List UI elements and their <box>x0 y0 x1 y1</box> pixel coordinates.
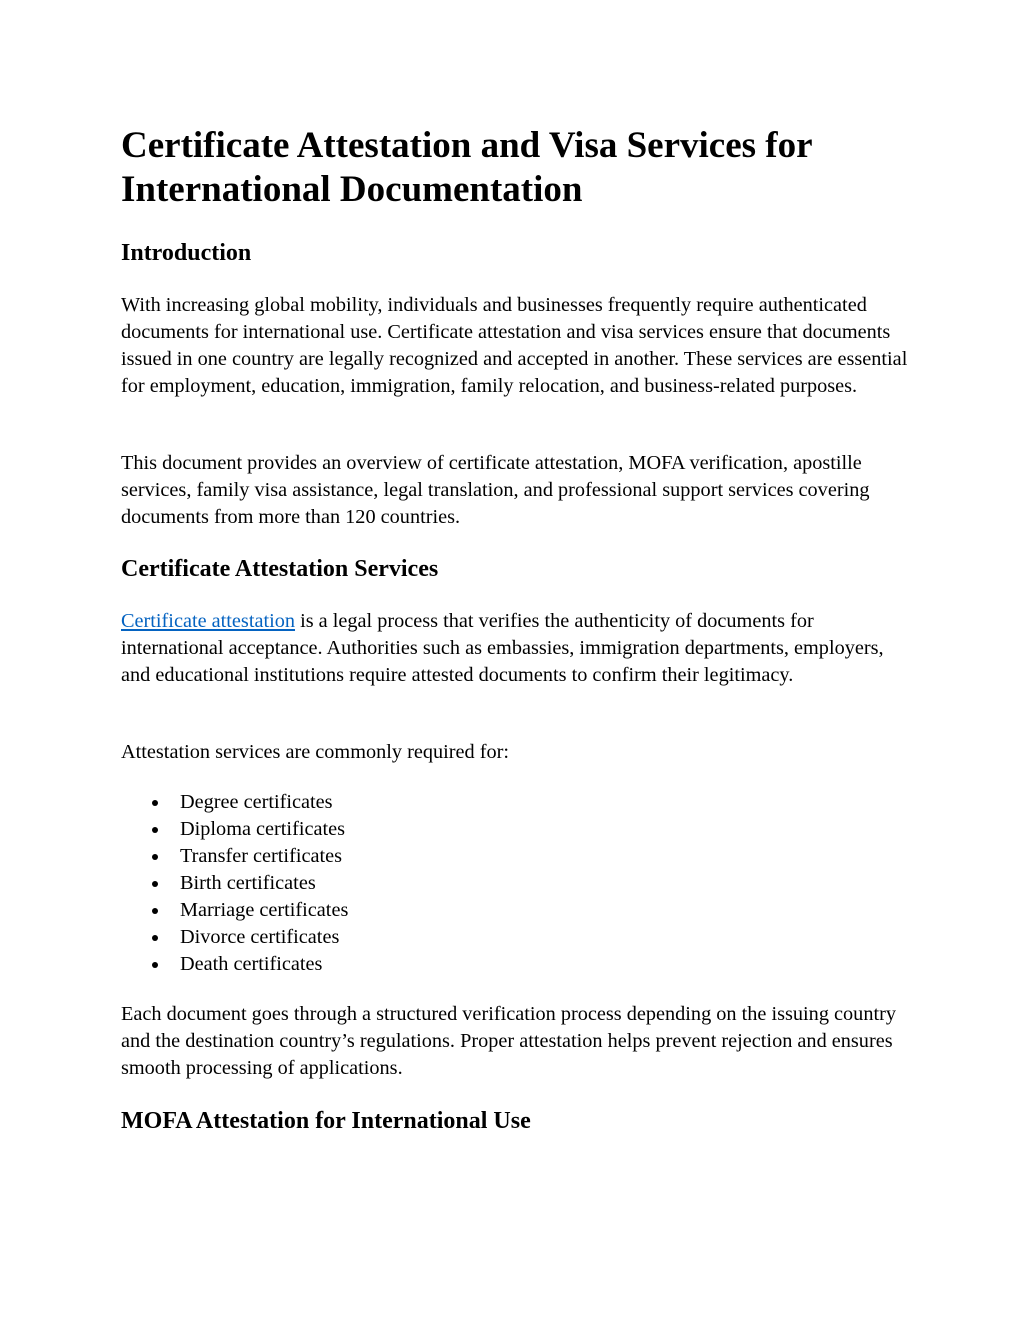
bullet-icon <box>152 881 158 887</box>
certificate-attestation-link[interactable]: Certificate attestation <box>121 610 296 632</box>
list-item: Birth certificates <box>121 870 911 897</box>
list-item: Degree certificates <box>121 789 911 816</box>
list-item: Marriage certificates <box>121 897 911 924</box>
attestation-paragraph-1 <box>121 608 911 689</box>
attestation-paragraph-1-text: is a legal process that verifies the authenticity of documents for international acceptance. Authorities such as embassies, immigration departments, employers, and educational institutions require attested documents to confirm their legitimacy. <box>121 610 884 686</box>
heading-mofa-attestation: MOFA Attestation for International Use <box>121 1108 531 1134</box>
list-item: Death certificates <box>121 951 911 978</box>
bullet-icon <box>152 827 158 833</box>
list-item: Transfer certificates <box>121 843 911 870</box>
document-title: Certificate Attestation and Visa Services for International Documentation <box>121 125 812 210</box>
attestation-paragraph-3: Each document goes through a structured verification process depending on the issuing country and the destination country’s regulations. Proper attestation helps prevent rejection and ensures smooth processing of applications. <box>121 1003 896 1079</box>
bullet-icon <box>152 854 158 860</box>
heading-introduction: Introduction <box>121 240 252 266</box>
bullet-icon <box>152 935 158 941</box>
list-item: Diploma certificates <box>121 816 911 843</box>
attestation-paragraph-2: Attestation services are commonly required for: <box>121 741 510 763</box>
intro-paragraph-1: With increasing global mobility, individuals and businesses frequently require authenticated documents for international use. Certificate attestation and visa services ensure that documents issued in one country are legally recognized and accepted in another. These services are essential for employment, education, immigration, family relocation, and business-related purposes. <box>121 294 908 397</box>
heading-certificate-attestation: Certificate Attestation Services <box>121 556 439 582</box>
list-item: Divorce certificates <box>121 924 911 951</box>
bullet-icon <box>152 962 158 968</box>
document-type-list <box>121 789 911 978</box>
bullet-icon <box>152 800 158 806</box>
intro-paragraph-2: This document provides an overview of certificate attestation, MOFA verification, apostille services, family visa assistance, legal translation, and professional support services covering documents from more than 120 countries. <box>121 452 870 528</box>
bullet-icon <box>152 908 158 914</box>
